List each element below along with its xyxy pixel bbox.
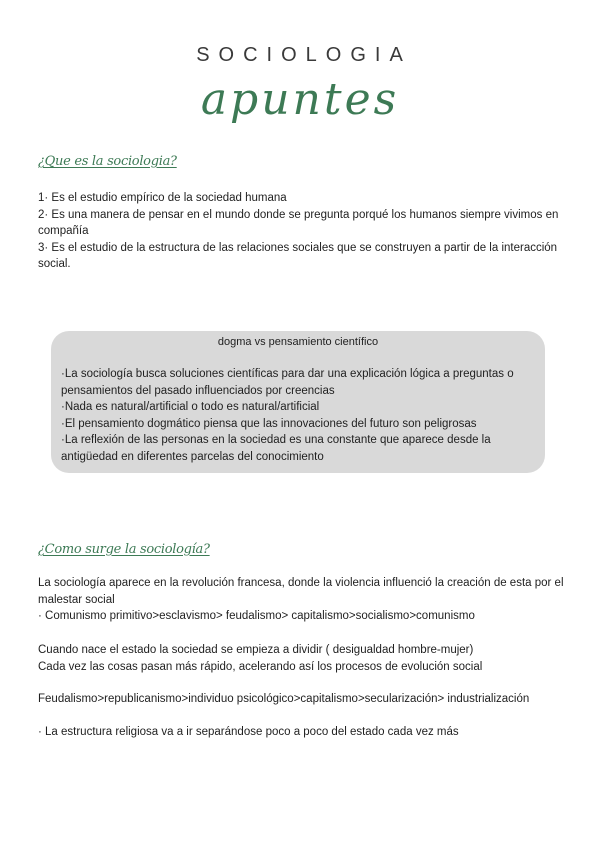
callout-line: ·El pensamiento dogmático piensa que las innovaciones del futuro son peligrosas <box>61 417 477 430</box>
section-heading-como-surge: ¿Como surge la sociología? <box>38 542 210 557</box>
callout-line: ·Nada es natural/artificial o todo es natural/artificial <box>61 401 320 413</box>
callout-line: ·La reflexión de las personas en la sociedad es una constante que aparece desde la antigüedad en diferentes parcelas del conocimiento <box>61 434 491 463</box>
paragraph-line: Cuando nace el estado la sociedad se empieza a dividir ( desigualdad hombre-mujer) <box>38 644 474 656</box>
document-subtitle: apuntes <box>200 74 400 125</box>
paragraph-line: · La estructura religiosa va a ir separándose poco a poco del estado cada vez más <box>38 726 459 738</box>
callout-box <box>51 331 545 473</box>
paragraph-line: La sociología aparece en la revolución francesa, donde la violencia influenció la creación de esta por el malestar social <box>38 577 564 606</box>
callout-title: dogma vs pensamiento científico <box>217 336 379 348</box>
callout-line: ·La sociología busca soluciones científicas para dar una explicación lógica a preguntas o pensamientos del pasado influenciados por creencias <box>61 368 514 397</box>
definition-line: 2· Es una manera de pensar en el mundo donde se pregunta porqué los humanos siempre vivimos en compañía <box>38 208 559 237</box>
paragraph-feudalismo <box>38 691 568 708</box>
section-heading-que-es: ¿Que es la sociologia? <box>38 154 177 169</box>
callout-body <box>61 366 537 465</box>
section-body-como-surge <box>38 575 568 625</box>
paragraph-line: · Comunismo primitivo>esclavismo> feudalismo> capitalismo>socialismo>comunismo <box>38 610 475 622</box>
paragraph-religiosa <box>38 724 568 741</box>
document-title: SOCIOLOGIA <box>196 44 412 66</box>
paragraph-line: Feudalismo>republicanismo>individuo psicológico>capitalismo>secularización> industrialización <box>38 693 530 705</box>
definition-line: 3· Es el estudio de la estructura de las relaciones sociales que se construyen a partir de la interacción social. <box>38 241 558 270</box>
paragraph-line: Cada vez las cosas pasan más rápido, acelerando así los procesos de evolución social <box>38 660 483 673</box>
definition-line: 1· Es el estudio empírico de la sociedad humana <box>38 192 287 204</box>
paragraph-estado <box>38 642 568 675</box>
section-body-que-es <box>38 190 568 273</box>
